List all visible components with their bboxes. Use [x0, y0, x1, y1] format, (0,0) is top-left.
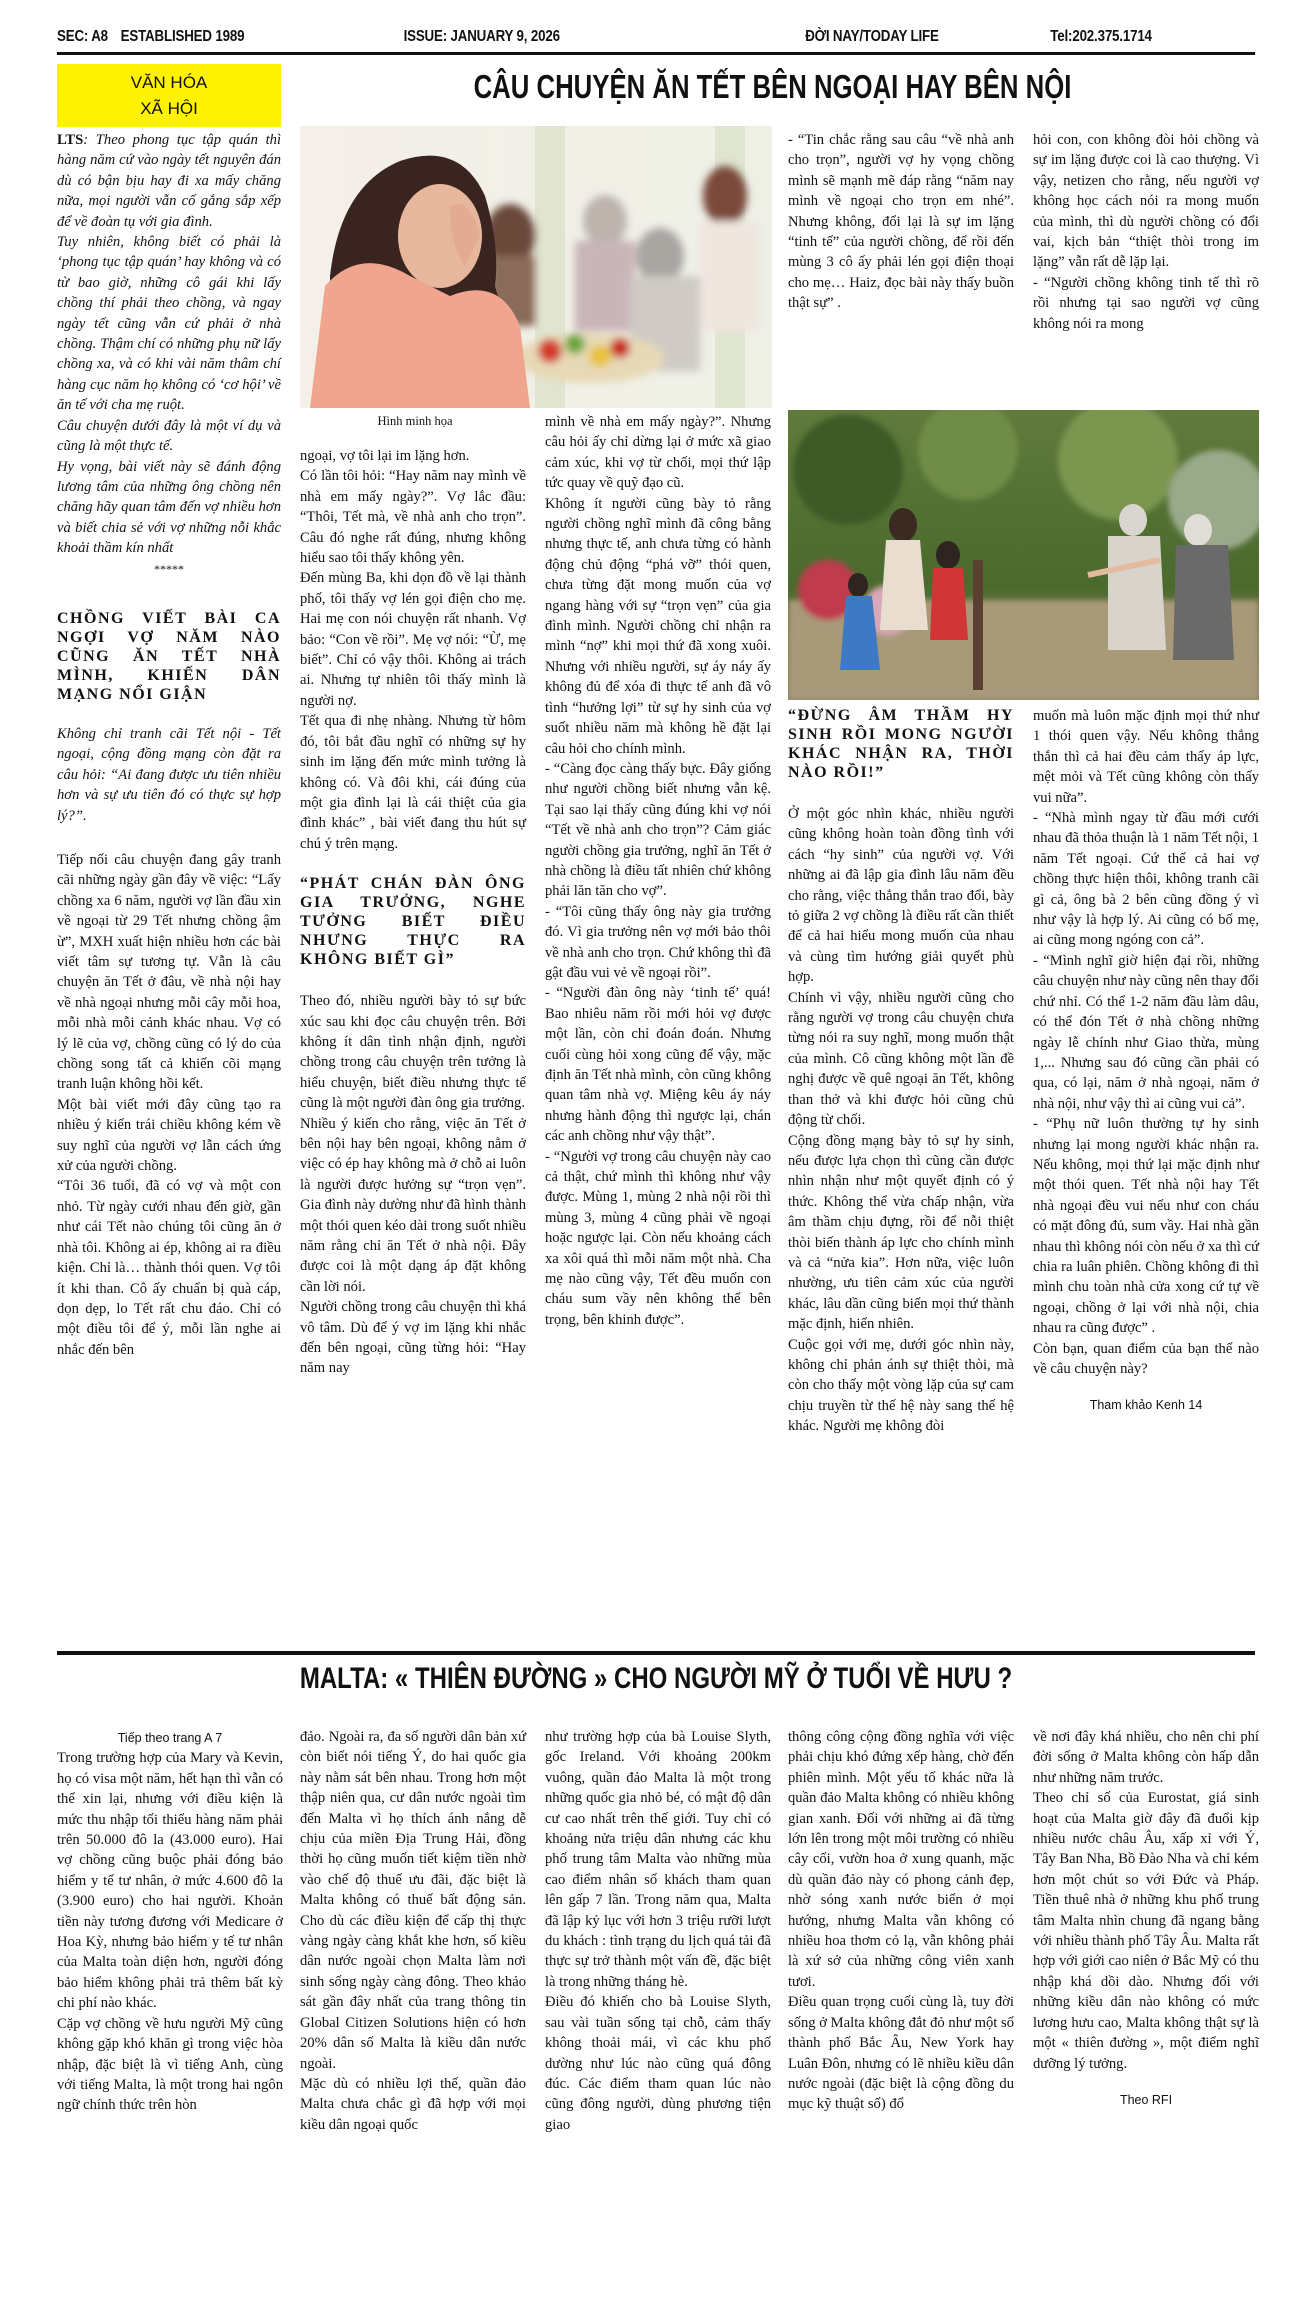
body-paragraph: Không ít người cũng bày tỏ rằng người chồng nghĩ mình đã công bằng nhưng thực tế, anh chưa từng có hành động chủ động “phá vỡ” thói quen, chưa từng đặt mong muốn của vợ ngang hàng với sự “trọn vẹn” của gia đình mình. Người chồng chỉ nhận ra mình “nợ” khi mọi thứ đã xong xuôi. Nhưng với nhiều người, sự áy náy ấy không đủ để xóa đi thực tế anh đã vô tình “hưởng lợi” từ sự hy sinh của vợ suốt nhiều năm mà không hề đặt lại câu hỏi cho chính mình. — [545, 495, 771, 757]
source-credit: Tham khảo Kenh 14 — [1089, 1398, 1203, 1413]
body-paragraph: Cộng đồng mạng bày tỏ sự hy sinh, nếu được lựa chọn thì cũng cần được nhìn nhận như một quyết định có ý thức. Không thể vừa chấp nhận, vừa âm thầm chịu đựng, rồi để nỗi thiệt thòi biến thành áp lực cho chính mình và cả “nửa kia”. Hơn nữa, việc luôn nhường, ưu tiên cảm xúc của người khác, lâu dần cũng biến mọi thứ thành mặc định, hiển nhiên. — [788, 1132, 1014, 1333]
article2-col3 — [545, 1727, 771, 2135]
body-paragraph: Trong trường hợp của Mary và Kevin, họ có visa một năm, hết hạn thì vẫn có thể xin lại, nhưng với điều kiện là mức thu nhập tối thiểu hàng năm phải trên 50.000 đô la (43.000 euro). Hai vợ chồng cũng buộc phải đóng bảo hiểm y tế tư nhân, ở mức 4.600 đô la (3.900 euro) cho hai người. Khoản tiền này tương đương với Medicare ở Hoa Kỳ, nhưng bảo hiểm y tế tư nhân của Malta toàn diện hơn, người đóng bảo hiểm không phải trả thêm bất kỳ chi phí nào khác. — [57, 1750, 283, 2012]
body-paragraph: Tết qua đi nhẹ nhàng. Nhưng từ hôm đó, tôi bắt đầu nghĩ có những sự hy sinh im lặng đến mức mình tưởng là không có. Và đôi khi, cái đúng của một gia đình lại là cái thiệt của gia đình khác” , bài viết đang thu hút sự chú ý trên mạng. — [300, 713, 526, 852]
article1-col4 — [788, 706, 1014, 1437]
body-paragraph: Ở một góc nhìn khác, nhiều người cũng không hoàn toàn đồng tình với cách “hy sinh” của người vợ. Với những ai đã lập gia đình lâu năm đều cho rằng, việc thẳng thắn trao đổi, bày tỏ giữa 2 vợ chồng là điều rất cần thiết để cả hai hiểu mong muốn của nhau và cùng tìm hướng giải quyết phù hợp. — [788, 806, 1014, 986]
article2-headline: MALTA: « THIÊN ĐƯỜNG » CHO NGƯỜI MỸ Ở TUỔI VỀ HƯU ? — [299, 1662, 1013, 1695]
photo-upset-woman-family-meal — [300, 126, 772, 408]
article1-col1 — [57, 130, 281, 1360]
photo-illustration — [300, 126, 772, 408]
body-paragraph: Cặp vợ chồng về hưu người Mỹ cũng không gặp khó khăn gì trong việc hòa nhập, đặc biệt là vì tiếng Anh, cùng với tiếng Malta, là một trong hai ngôn ngữ chính thức trên hòn — [57, 2015, 283, 2114]
section-tag-line2: XÃ HỘI — [140, 99, 198, 118]
body-paragraph: Một bài viết mới đây cũng tạo ra nhiều ý kiến trái chiều không kém về suy nghĩ của người vợ lẫn cách ứng xử của người chồng. — [57, 1096, 281, 1175]
comment-paragraph: - “Người chồng không tinh tế thì rõ rồi nhưng tại sao người vợ cũng không nói ra mong — [1033, 274, 1259, 332]
comment-paragraph: - “Tin chắc rằng sau câu “về nhà anh cho trọn”, người vợ hy vọng chồng mình sẽ mạnh mẽ đáp rằng “năm nay mình về ngoại cho trọn em nhé”. Nhưng không, đổi lại là sự im lặng “tinh tế” của người chồng, để rồi đến mùng 3 cô ấy phải lén gọi điện thoại cho mẹ… Haiz, đọc bài này thấy buồn thật sự” . — [788, 132, 1014, 312]
article1-col5-top — [1033, 130, 1259, 334]
body-paragraph: muốn mà luôn mặc định mọi thứ như 1 thói quen vậy. Nếu không thẳng thắn thì cả hai đều cảm thấy áp lực, mệt mỏi và Tết cũng không còn thấy vui nữa”. — [1033, 708, 1259, 806]
body-paragraph: ngoại, vợ tôi lại im lặng hơn. — [300, 448, 470, 464]
telephone: Tel:202.375.1714 — [1050, 28, 1152, 45]
lts-label: LTS — [57, 132, 84, 148]
body-paragraph: Chính vì vậy, nhiều người cũng cho rằng người vợ trong câu chuyện chưa từng nói ra suy nghĩ, mong muốn thật của mình. Cô cũng không một lần đề nghị được về quê ngoại ăn Tết, không than thở và khi được hỏi cũng chủ động từ chối. — [788, 989, 1014, 1129]
article1-col4-top — [788, 130, 1014, 314]
body-paragraph: Mặc dù có nhiều lợi thế, quần đảo Malta chưa chắc gì đã hợp với mọi kiều dân ngoại quốc — [300, 2075, 526, 2133]
article2-col1 — [57, 1728, 283, 2116]
article1-headline: CÂU CHUYỆN ĂN TẾT BÊN NGOẠI HAY BÊN NỘI — [473, 68, 1072, 105]
body-paragraph: đảo. Ngoài ra, đa số người dân bản xứ còn biết nói tiếng Ý, do hai quốc gia này nằm sát bên nhau. Trong hơn một thập niên qua, cư dân nước ngoài tìm đến Malta vì họ thích ánh nắng dễ chịu của miền Địa Trung Hải, đồng thời họ cũng muốn tiết kiệm tiền nhờ vào chế độ thuế ưu đãi, đặc biệt là Malta không có thuế bất động sản. Cho dù các điều kiện để cấp thị thực vàng ngày càng khắt khe hơn, số kiều dân nước ngoài chọn Malta làm nơi sinh sống ngày càng đông. Theo khảo sát gần đây nhất của trang thông tin Global Citizen Solutions hiện có hơn 20% dân số Malta là kiều dân nước ngoài. — [300, 1729, 526, 2072]
body-paragraph: Đến mùng Ba, khi dọn đồ về lại thành phố, tôi thấy vợ lén gọi điện cho mẹ. Hai mẹ con nói chuyện rất nhanh. Vợ bảo: “Con về rồi”. Mẹ vợ nói: “Ừ, mẹ biết”. Chỉ có vậy thôi. Không ai trách ai. Nhưng tự nhiên tôi thấy mình là người nợ. — [300, 570, 526, 709]
comment-paragraph: - “Càng đọc càng thấy bực. Đây giống như người chồng biết nhưng vẫn kệ. Tại sao lại thấy cũng đúng khi vợ nói “Tết về nhà anh cho trọn”? Cảm giác người chồng gia trưởng, nghĩ ăn Tết ở nhà chồng là điều tất nhiên chứ không phải lăn tăn cho vợ”. — [545, 760, 771, 900]
body-paragraph: về nơi đây khá nhiều, cho nên chi phí đời sống ở Malta không còn hấp dẫn như những năm trước. — [1033, 1729, 1259, 1786]
section-tag — [57, 64, 281, 127]
body-paragraph: Nhiều ý kiến cho rằng, việc ăn Tết ở bên nội hay bên ngoại, không nằm ở việc có ép hay không mà ở chỗ ai luôn là người được hưởng sự “trọn vẹn”. Gia đình này dường như đã hình thành một thói quen kéo dài trong suốt nhiều năm rằng chỉ ăn Tết ở nhà nội. Đây được coi là một dạng áp đặt không cần lời nói. — [300, 1115, 526, 1295]
body-paragraph: Theo đó, nhiều người bày tỏ sự bức xúc sau khi đọc câu chuyện trên. Bởi không ít dân tình nhận định, người chồng trong câu chuyện trên tưởng là hiểu chuyện, biết điều nhưng thực tế cũng là một người đàn ông gia trưởng. — [300, 993, 526, 1112]
comment-paragraph: - “Người vợ trong câu chuyện này cao cả thật, chứ mình thì không như vậy được. Mùng 1, mùng 2 nhà nội rồi thì mùng 3, mùng 4 cũng phải về ngoại hoặc ngược lại. Còn nếu khoảng cách xa xôi quá thì mỗi năm một nhà. Cha mẹ nào cũng vậy, Tết đều muốn con cháu sum vầy nên không thể bên trọng, bên khinh được”. — [545, 1148, 771, 1328]
lead-paragraph: Không chỉ tranh cãi Tết nội - Tết ngoại, cộng đồng mạng còn đặt ra câu hỏi: “Ai đang được ưu tiên nhiều hơn và sự ưu tiên đó có thực sự hợp lý?”. — [57, 725, 281, 824]
body-paragraph: Cuộc gọi với mẹ, dưới góc nhìn này, không chỉ phản ánh sự thiệt thòi, mà còn cho thấy một vòng lặp của sự cam chịu truyền từ thế hệ này sang thế hệ khác. Người mẹ không đòi — [788, 1336, 1014, 1435]
body-paragraph: Điều quan trọng cuối cùng là, tuy đời sống ở Malta không đắt đỏ như một số thành phố Bắc Âu, New York hay Luân Đôn, nhưng có lẽ nhiều kiều dân nước ngoài (đặc biệt là cộng đồng du mục kỹ thuật số) đổ — [788, 1994, 1014, 2113]
comment-paragraph: - “Người đàn ông này ‘tinh tế’ quá! Bao nhiêu năm rồi mới hỏi vợ được một lần, còn chỉ đoán đoán. Nhưng cuối cùng hỏi xong cũng để vậy, mặc định ăn Tết nhà mình, còn cũng không quan tâm nhà vợ. Miệng kêu áy náy nhưng hành động thì ngược lại, chán các anh chồng như vậy thật”. — [545, 985, 771, 1145]
body-paragraph: Tiếp nối câu chuyện đang gây tranh cãi những ngày gần đây về việc: “Lấy chồng xa 6 năm, người vợ lần đầu xin về ngoại từ 29 Tết nhưng chồng ậm ừ”, MXH xuất hiện nhiều hơn các bài viết tâm sự tương tự. Vẫn là câu chuyện ăn Tết ở đâu, về nhà nội hay về nhà ngoại nhưng mỗi cây mỗi hoa, mỗi nhà mỗi cảnh khác nhau. Vợ có lý lẽ của vợ, chồng cũng có lý do của chồng song tất cả khiến cõi mạng tranh luận không hồi kết. — [57, 851, 281, 1093]
publication-name: ĐỜI NAY/TODAY LIFE — [805, 28, 939, 45]
article-divider — [57, 1651, 1255, 1655]
body-paragraph: Người chồng trong câu chuyện thì khá vô tâm. Dù để ý vợ im lặng khi nhắc đến bên ngoại, cũng từng hỏi: “Hay năm nay — [300, 1299, 526, 1377]
body-paragraph: hỏi con, con không đòi hỏi chồng và sự im lặng được coi là cao thượng. Vì vậy, netizen cho rằng, nếu người vợ không học cách nói ra mong muốn của mình, thì dù người chồng có đổi vai, kịch bản “thiệt thòi trong im lặng” vẫn rất dễ lặp lại. — [1033, 132, 1259, 271]
subheading: “ĐỪNG ÂM THẦM HY SINH RỒI MONG NGƯỜI KHÁC NHẬN RA, THỜI NÀO RỒI!” — [788, 707, 1014, 781]
article2-col2 — [300, 1727, 526, 2135]
comment-paragraph: - “Mình nghĩ giờ hiện đại rồi, những câu chuyện như này cũng nên thay đổi chứ nhỉ. Có thể 1-2 năm đầu làm dâu, có thể đón Tết ở nhà chồng những ngày lễ chính như Giao thừa, mùng 1,... Nhưng sau đó cũng cần phải có qua, có lại, năm ở nhà ngoại, năm ở nhà nội, như vậy thì ai cũng vui cả”. — [1033, 952, 1259, 1112]
body-paragraph: “Tôi 36 tuổi, đã có vợ và một con nhỏ. Từ ngày cưới nhau đến giờ, gần như cái Tết nào chúng tôi cũng ăn ở nhà tôi. Không ai ép, không ai ra điều kiện. Chỉ là… thành thói quen. Vợ tôi ít khi than. Cô ấy chuẩn bị quà cáp, dọn dẹp, lo Tết rất chu đáo. Chỉ có một điều tôi để ý, mỗi lần nghe ai nhắc đến bên — [57, 1178, 281, 1358]
article2-col5 — [1033, 1727, 1259, 2110]
header-rule — [57, 52, 1255, 55]
body-paragraph: thông công cộng đồng nghĩa với việc phải chịu khó đứng xếp hàng, chờ đến phiên mình. Một yếu tố khác nữa là quần đảo Malta không có nhiều không gian xanh. Đối với những ai đã từng lớn lên trong một môi trường có nhiều cây cối, vườn hoa ở xung quanh, mặc dù quần đảo này có phong cảnh đẹp, nhờ sóng xanh nước biển ở mọi hướng, nhưng Malta vẫn không có nhiều hoa thơm cỏ lạ, vẫn không phải là xứ sở của những công viên xanh tươi. — [788, 1729, 1014, 1990]
comment-paragraph: - “Nhà mình ngay từ đầu mới cưới nhau đã thỏa thuận là 1 năm Tết nội, 1 năm Tết ngoại. Cứ thế cả hai vợ chồng thực hiện thôi, không tranh cãi gì cả, ông bà 2 bên cũng đồng ý vì như vậy là hợp lý. Ai cũng có bố mẹ, ai cũng mong ngóng con cả”. — [1033, 810, 1259, 949]
body-paragraph: Điều đó khiến cho bà Louise Slyth, sau vài tuần sống tại chỗ, cảm thấy không thoải mái, vì các khu phố dường như lúc nào cũng quá đông đúc. Các điểm tham quan lúc nào cũng đông người, dùng phương tiện giao — [545, 1994, 771, 2133]
body-paragraph: Theo chỉ số của Eurostat, giá sinh hoạt của Malta giờ đây đã đuổi kịp nhiều nước châu Âu, xấp xỉ với Ý, Tây Ban Nha, Bồ Đào Nha và chỉ kém hơn một chút so với Đức và Pháp. Tiền thuê nhà ở những khu phố trung tâm Malta nhìn chung đã ngang bằng với nhiều thành phố Tây Âu. Malta rất hợp với giới cao niên ở Bắc Mỹ có thu nhập khá dồi dào. Nhưng đối với những kiều dân nào không có mức lương hưu cao, Malta không thật sự là một « thiên đường », một điểm nghĩ dưỡng lý tưởng. — [1033, 1790, 1259, 2072]
intro-paragraph: Tuy nhiên, không biết có phải là ‘phong tục tập quán’ hay không và có từ bao giờ, những cô gái khi lấy chồng thí phải theo chồng, và ngay ngày tết cũng vẫn cứ phải ở nhà chồng. Thậm chí có những phụ nữ lấy chồng xa, và có khi vài năm thâm chí hàng cục năm họ không có ‘cơ hội’ về ăn tế với cha mẹ ruột. — [57, 234, 281, 414]
body-paragraph: mình về nhà em mấy ngày?”. Nhưng câu hỏi ấy chỉ dừng lại ở mức xã giao cảm xúc, khi vợ từ chối, mọi thứ lập tức quay về quỹ đạo cũ. — [545, 414, 771, 492]
subheading: “PHÁT CHÁN ĐÀN ÔNG GIA TRƯỞNG, NGHE TƯỞNG BIẾT ĐIỀU NHƯNG THỰC RA KHÔNG BIẾT GÌ” — [300, 875, 526, 969]
closing-question: Còn bạn, quan điểm của bạn thế nào về câu chuyện này? — [1033, 1340, 1259, 1377]
issue-date: ISSUE: JANUARY 9, 2026 — [403, 28, 560, 45]
lts-intro: LTS: Theo phong tục tập quán thì hàng năm cứ vào ngày tết nguyên đán dù có bận bịu hay đi xa mấy chăng nữa, mọi người vẫn cố gắng sắp xếp để về đoàn tụ với gia đình. — [57, 132, 281, 230]
source-credit: Theo RFI — [1119, 2092, 1173, 2107]
section-tag-line1: VĂN HÓA — [130, 73, 208, 92]
body-paragraph: như trường hợp của bà Louise Slyth, gốc Ireland. Với khoảng 200km vuông, quần đảo Malta là một trong những quốc gia nhỏ bé, có mật độ dân cư cao nhất trên thế giới. Tuy chỉ có khoảng nửa triệu dân nhưng các khu phố trung tâm Malta vào những mùa cao điểm nhân số khách tham quan lên gấp 7 lần. Trong năm qua, Malta đã lập kỷ lục với hơn 3 triệu rưỡi lượt du khách : tình trạng du lịch quá tải đã thực sự trở thành một vấn đề, đặc biệt là trong những tháng hè. — [545, 1729, 771, 1990]
article2-col4 — [788, 1727, 1014, 2115]
continued-from-label: Tiếp theo trang A 7 — [117, 1731, 223, 1745]
page-header — [57, 28, 1152, 50]
article1-col2 — [300, 446, 526, 1379]
photo-illustration — [788, 410, 1259, 700]
intro-paragraph: Hy vọng, bài viết này sẽ đánh động lương tâm của những ông chồng nên chăng hãy quan tâm đến vợ nhiều hơn và biết chia sẻ với vợ những nỗi khắc khoải thầm kín nhất — [57, 458, 281, 557]
article1-col5 — [1033, 706, 1259, 1416]
separator-stars: ***** — [154, 561, 184, 576]
subheading: CHỒNG VIẾT BÀI CA NGỢI VỢ NĂM NÀO CŨNG ĂN TẾT NHÀ MÌNH, KHIẾN DÂN MẠNG NỔI GIẬN — [57, 609, 281, 703]
photo-family-greeting-garden — [788, 410, 1259, 700]
body-paragraph: Có lần tôi hỏi: “Hay năm nay mình về nhà em mấy ngày?”. Vợ lắc đầu: “Thôi, Tết mà, về nhà anh cho trọn”. Câu đó nghe rất đúng, nhưng không hiểu sao tôi thấy không yên. — [300, 468, 526, 567]
comment-paragraph: - “Phụ nữ luôn thường tự hy sinh nhưng lại mong người khác nhận ra. Nếu không, mọi thứ lại mặc định như một thói quen. Tết nhà nội hay Tết nhà ngoại đều vui nếu như con cháu có mặt đông đủ, sum vầy. Hai nhà gần nhau thì không nói còn nếu ở xa thì cứ chia ra luân phiên. Chồng không đi thì mình chu toàn nhà cửa xong cứ tự về ngoại, chồng ở lại với nhà nội, chia nhau ra cũng được” . — [1033, 1116, 1259, 1337]
comment-paragraph: - “Tôi cũng thấy ông này gia trưởng đó. Vì gia trưởng nên vợ mới bảo thôi về nhà anh cho trọn. Chứ không thì đã gật đầu vui vẻ về ngoại rồi”. — [545, 903, 771, 981]
established: ESTABLISHED 1989 — [120, 28, 245, 45]
intro-paragraph: Câu chuyện dưới đây là một ví dụ và cũng là một thực tế. — [57, 417, 281, 455]
article1-col3 — [545, 412, 771, 1330]
photo-caption: Hình minh họa — [377, 414, 453, 428]
section-number: SEC: A8 — [57, 28, 108, 45]
